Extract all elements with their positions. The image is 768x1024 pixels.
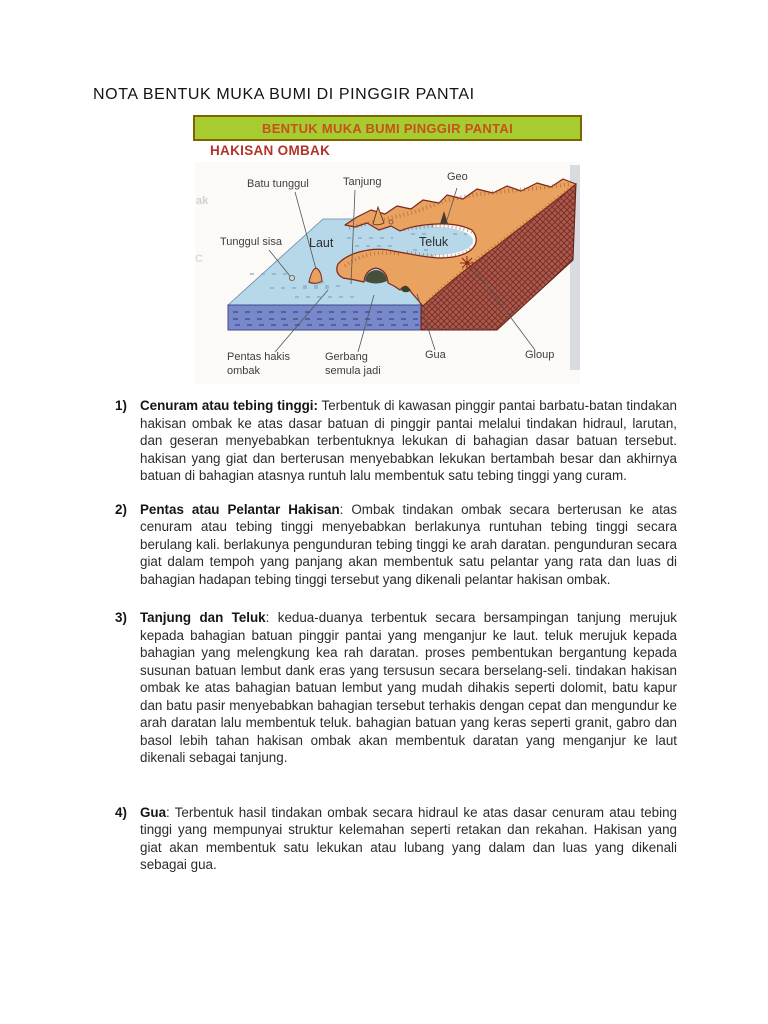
note-number: 1) (115, 398, 127, 413)
section-banner (193, 115, 582, 141)
label-laut: Laut (309, 236, 334, 250)
coastal-landforms-diagram (195, 162, 580, 384)
sea-front-face (228, 305, 423, 330)
note-body: : Ombak tindakan ombak secara berterusan ke atas cenuram atau tebing tinggi menyebabkan berlakunya runtuhan tebing tinggi secara berulang kali. berlakunya pengunduran tebing tinggi ke arah daratan. pengunduran secara giat dalam tempoh yang panjang akan membentuk satu pelantar yang rata dan luas di bahagian hadapan tebing tinggi tersebut yang dikenali pelantar hakisan ombak. (140, 501, 678, 587)
note-body: : kedua-duanya terbentuk secara bersampingan tanjung merujuk kepada bahagian batuan pinggir pantai yang menganjur ke laut. teluk merujuk kepada bahagian yang melengkung kea rah daratan. proses pembentukan bergantung kepada susunan batuan lembut dank eras yang tersusun secara berselang-seli. tindakan hakisan ombak ke atas bahagian batuan lembut yang mudah dihakis seperti dolomit, batu kapur dan batu pasir menyebabkan bahagian tersebut terhakis dengan cepat dan mengundur ke arah daratan lalu membentuk teluk. bahagian batuan yang keras seperti granit, gabro dan basol lebih tahan hakisan ombak akan membentuk daratan yang menganjur ke laut dikenali sebagai tanjung. (140, 610, 677, 765)
subsection-heading: HAKISAN OMBAK (210, 143, 331, 158)
label-gua: Gua (425, 349, 446, 361)
page-title: NOTA BENTUK MUKA BUMI DI PINGGIR PANTAI (93, 86, 475, 103)
label-batu-tunggul: Batu tunggul (247, 178, 309, 190)
label-tunggul-sisa: Tunggul sisa (220, 236, 282, 248)
note-lead: Pentas atau Pelantar Hakisan (140, 501, 340, 517)
note-item-1 (115, 397, 677, 485)
stump-rock (289, 275, 294, 280)
note-body: : Terbentuk hasil tindakan ombak secara hidraul ke atas dasar cenuram atau tebing tinggi yang mempunyai struktur kelemahan seperti retakan dan rekahan. Hakisan yang giat akan membentuk satu lekukan atau lubang yang dalam dan luas yang dikenali sebagai gua. (140, 804, 677, 872)
note-body: Terbentuk di kawasan pinggir pantai barbatu-batan tindakan hakisan ombak ke atas dasar batuan di pinggir pantai melalui tindakan hidraul, larutan, dan geseran menyebabkan terbentuknya lekukan di bahagian dasar batuan tersebut. hakisan yang giat dan berterusan menyebabkan lekukan bertambah besar dan akhirnya batuan di bahagian atasnya runtuh lalu membentuk satu tebing tinggi yang curam. (140, 398, 677, 483)
label-gerbang-semula-jadi: Gerbang (325, 351, 368, 363)
label-gerbang-semula-jadi-line2: semula jadi (325, 365, 381, 377)
scan-bleed-artifact: C (195, 253, 203, 265)
note-text (140, 609, 677, 767)
note-item-4 (115, 804, 677, 874)
label-pentas-hakis-ombak: Pentas hakis (227, 351, 290, 363)
note-text (140, 501, 677, 589)
note-item-2 (115, 501, 677, 589)
label-tanjung: Tanjung (343, 176, 382, 188)
label-pentas-hakis-ombak-line2: ombak (227, 365, 261, 377)
scan-bleed-artifact: ak (196, 195, 209, 207)
note-number: 2) (115, 501, 127, 517)
label-gloup: Gloup (525, 349, 555, 361)
coastal-landforms-illustration (195, 162, 580, 384)
note-lead: Gua (140, 804, 167, 820)
note-number: 3) (115, 610, 127, 625)
note-number: 4) (115, 804, 127, 820)
note-item-3 (115, 609, 677, 767)
gloup-blowhole (460, 256, 474, 270)
section-banner-label: BENTUK MUKA BUMI PINGGIR PANTAI (262, 120, 513, 136)
note-text (140, 804, 677, 874)
note-lead: Tanjung dan Teluk (140, 610, 266, 625)
label-geo: Geo (447, 171, 468, 183)
note-lead: Cenuram atau tebing tinggi: (140, 398, 318, 413)
small-rock (389, 220, 393, 224)
label-teluk: Teluk (419, 235, 449, 249)
notes-list (115, 397, 677, 874)
note-text (140, 397, 677, 485)
